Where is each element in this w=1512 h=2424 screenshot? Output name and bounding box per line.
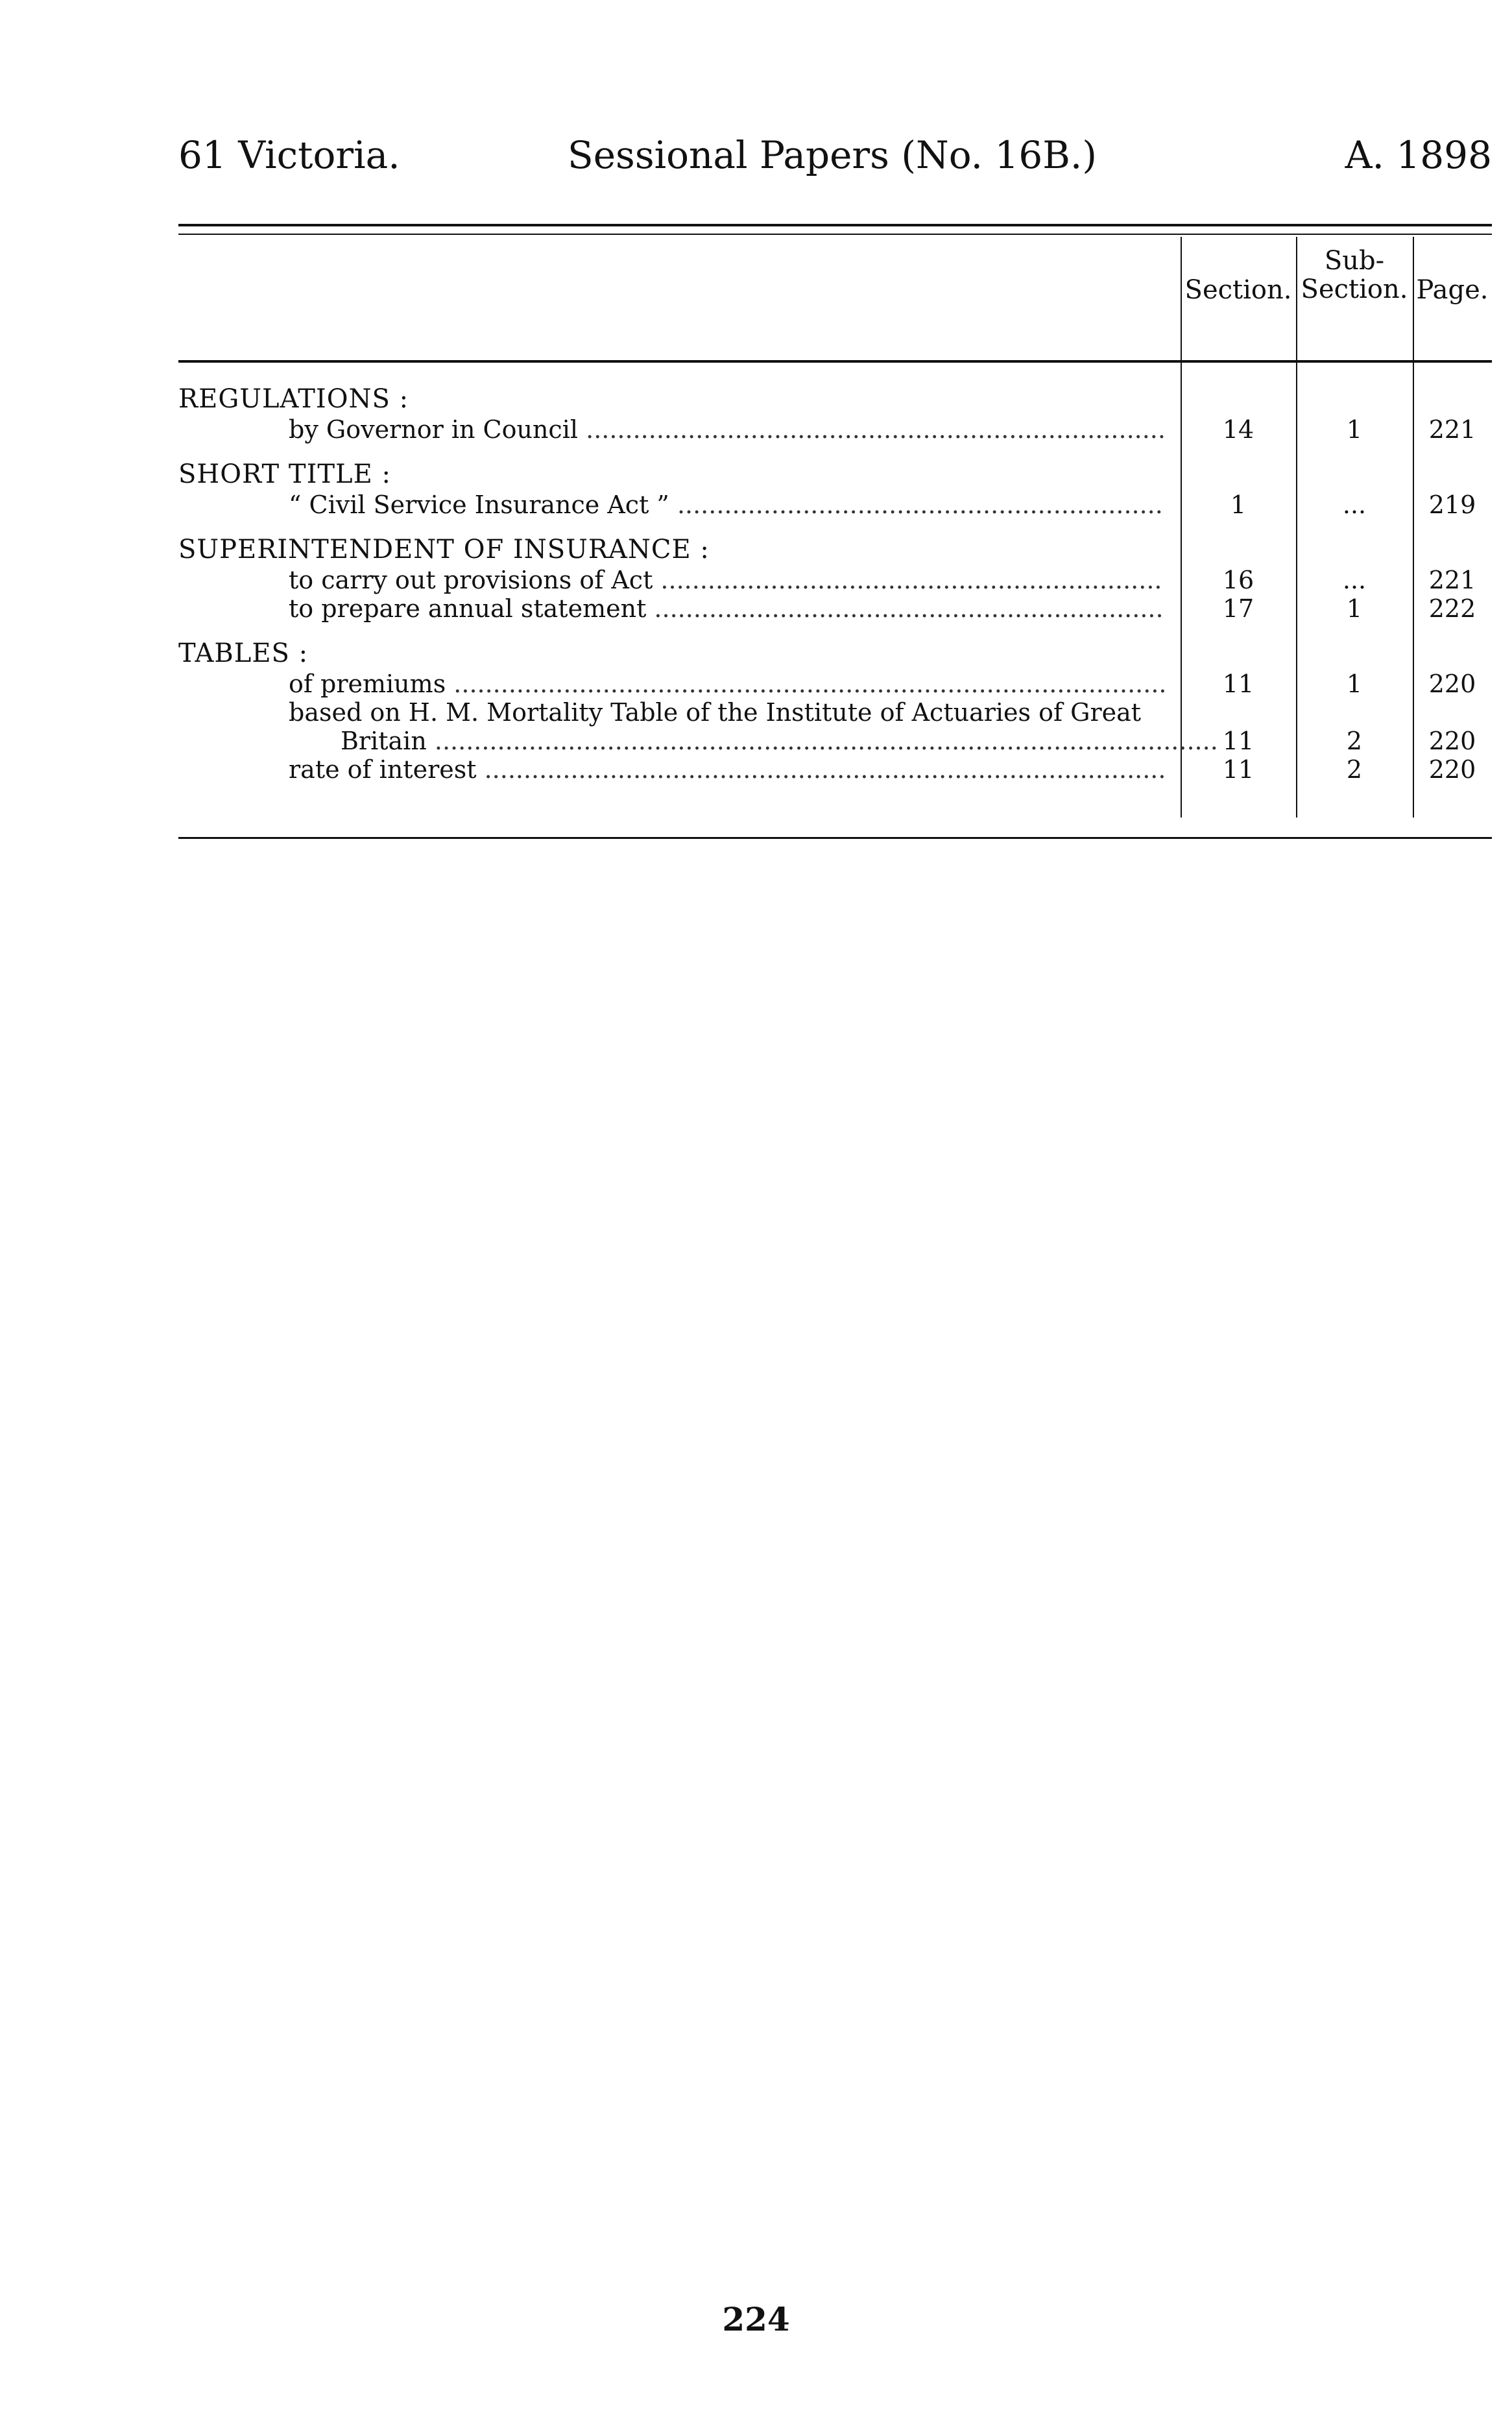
index-row [178,670,1492,698]
entry-label: based on H. M. Mortality Table of the Institute of Actuaries of Great [289,698,1142,727]
entry-subsection: ... [1342,491,1367,519]
index-row [178,727,1492,755]
group-title: REGULATIONS : [178,384,409,414]
column-header-subsection-line2: Section. [1301,274,1408,304]
entry-subsection: 2 [1346,727,1363,755]
entry-subsection: 2 [1346,755,1363,784]
group-title: SHORT TITLE : [178,459,391,489]
top-rule [178,224,1492,226]
column-header-page: Page. [1416,275,1489,305]
header-session: 61 Victoria. [178,133,400,177]
entry-label: “ Civil Service Insurance Act ” ..... [289,491,1164,519]
entry-label: to carry out provisions of Act ..... [289,566,1164,594]
index-group-short-title [178,458,1492,519]
entry-subsection: ... [1342,566,1367,594]
group-title: SUPERINTENDENT OF INSURANCE : [178,535,710,564]
entry-page: 220 [1428,670,1476,698]
index-row [178,566,1492,594]
bottom-rule [178,837,1492,839]
entry-page: 220 [1428,755,1476,784]
header-year: A. 1898 [1345,133,1492,177]
group-title: TABLES : [178,638,309,668]
entry-label: of premiums ..... [289,670,1164,698]
entry-page: 220 [1428,727,1476,755]
page-number: 224 [722,2300,790,2338]
entry-label: to prepare annual statement ..... [289,594,1164,623]
entry-subsection: 1 [1346,415,1363,444]
entry-section: 11 [1222,670,1254,698]
entry-section: 11 [1222,755,1254,784]
index-row [178,491,1492,519]
top-rule-thin [178,234,1492,235]
index-group-regulations [178,383,1492,444]
index-group-superintendent [178,533,1492,623]
entry-page: 221 [1428,415,1476,444]
entry-label: Britain ..... [341,727,1216,755]
entry-section: 17 [1222,594,1254,623]
entry-section: 1 [1230,491,1247,519]
entry-page: 221 [1428,566,1476,594]
header-rule [178,360,1492,363]
index-row [178,698,1492,727]
running-header [178,133,1492,185]
entry-subsection: 1 [1346,594,1363,623]
index-entries [178,383,1492,798]
index-row [178,415,1492,444]
entry-label: rate of interest ..... [289,755,1164,784]
entry-page: 222 [1428,594,1476,623]
index-row [178,594,1492,623]
column-header-subsection-line1: Sub- [1324,246,1385,276]
column-header-subsection [1296,247,1413,304]
index-row [178,755,1492,784]
entry-page: 219 [1428,491,1476,519]
entry-section: 11 [1222,727,1254,755]
index-group-tables [178,637,1492,784]
entry-subsection: 1 [1346,670,1363,698]
column-header-section: Section. [1184,275,1292,305]
entry-section: 14 [1222,415,1254,444]
entry-label: by Governor in Council ..... [289,415,1164,444]
header-title: Sessional Papers (No. 16B.) [568,133,1097,177]
entry-section: 16 [1222,566,1254,594]
